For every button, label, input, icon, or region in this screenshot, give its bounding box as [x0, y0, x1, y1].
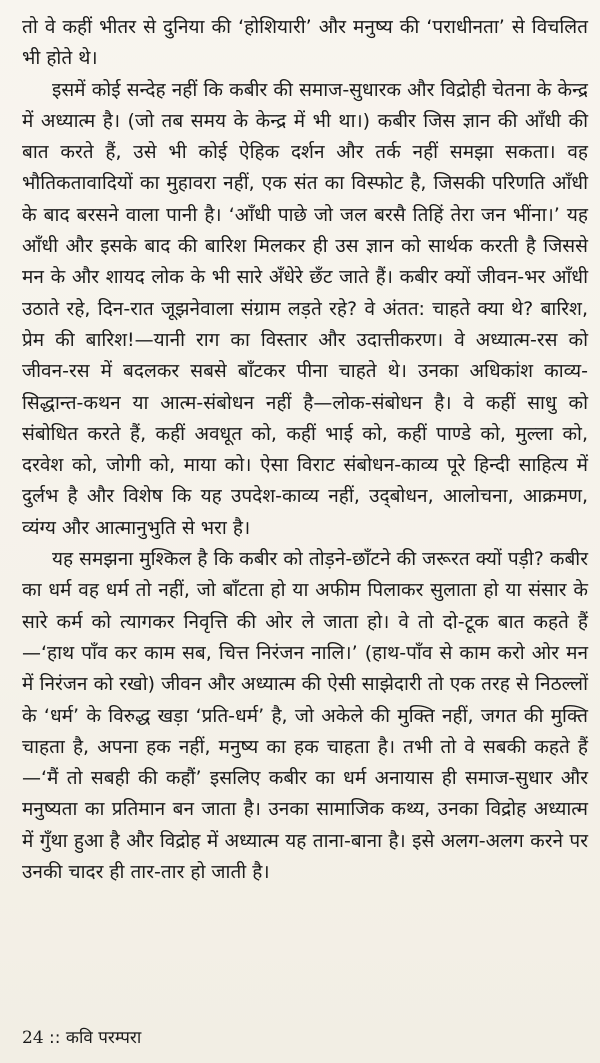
running-title: कवि परम्परा [65, 1028, 142, 1048]
page-footer [22, 1025, 141, 1048]
body-text [22, 12, 588, 888]
paragraph-continuation: तो वे कहीं भीतर से दुनिया की ‘होशियारी’ और मनुष्य की ‘पराधीनता’ से विचलित भी होते थे। [22, 16, 588, 70]
page-number: 24 [22, 1028, 44, 1048]
paragraph-spirituality: इसमें कोई सन्देह नहीं कि कबीर की समाज-सुधारक और विद्रोही चेतना के केन्द्र में अध्यात्म है। (जो तब समय के केन्द्र में भी था।) कबीर जिस ज्ञान की आँधी की बात करते हैं, उसे भी कोई ऐहिक दर्शन और तर्क नहीं समझा सकता। वह भौतिकतावादियों का मुहावरा नहीं, एक संत का विस्फोट है, जिसकी परिणति आँधी के बाद बरसने वाला पानी है। ‘आँधी पाछे जो जल बरसै तिहिं तेरा जन भींना।’ यह आँधी और इसके बाद की बारिश मिलकर ही उस ज्ञान को सार्थक करती है जिससे मन के और शायद लोक के भी सारे अँधेरे छँट जाते हैं। कबीर क्यों जीवन-भर आँधी उठाते रहे, दिन-रात जूझनेवाला संग्राम लड़ते रहे? वे अंतत: चाहते क्या थे? बारिश, प्रेम की बारिश!—यानी राग का विस्तार और उदात्तीकरण। वे अध्यात्म-रस को जीवन-रस में बदलकर सबसे बाँटकर पीना चाहते थे। उनका अधिकांश काव्य-सिद्धान्त-कथन या आत्म-संबोधन नहीं है—लोक-संबोधन है। वे कहीं साधु को संबोधित करते हैं, कहीं अवधूत को, कहीं भाई को, कहीं पाण्डे को, मुल्ला को, दरवेश को, जोगी को, माया को। ऐसा विराट संबोधन-काव्य पूरे हिन्दी साहित्य में दुर्लभ है और विशेष कि यह उपदेश-काव्य नहीं, उद्‌बोधन, आलोचना, आक्रमण, व्यंग्य और आत्मानुभुति से भरा है। [22, 78, 588, 539]
paragraph-dharma: यह समझना मुश्किल है कि कबीर को तोड़ने-छाँटने की जरूरत क्यों पड़ी? कबीर का धर्म वह धर्म तो नहीं, जो बाँटता हो या अफीम पिलाकर सुलाता हो या संसार के सारे कर्म को त्यागकर निवृत्ति की ओर ले जाता हो। वे तो दो-टूक बात कहते हैं—‘हाथ पाँव कर काम सब, चित्त निरंजन नालि।’ (हाथ-पाँव से काम करो ओर मन में निरंजन को रखो) जीवन और अध्यात्म की ऐसी साझेदारी तो एक तरह से निठल्लों के ‘धर्म’ के विरुद्ध खड़ा ‘प्रति-धर्म’ है, जो अकेले की मुक्ति नहीं, जगत की मुक्ति चाहता है, अपना हक नहीं, मनुष्य का हक चाहता है। तभी तो वे सबकी कहते हैं—‘मैं तो सबही की कहौं’ इसलिए कबीर का धर्म अनायास ही समाज-सुधार और मनुष्यता का प्रतिमान बन जाता है। उनका सामाजिक कथ्य, उनका विद्रोह अध्यात्म में गुँथा हुआ है और विद्रोह में अध्यात्म यह ताना-बाना है। इसे अलग-अलग करने पर उनकी चादर ही तार-तार हो जाती है। [22, 548, 588, 884]
footer-separator: :: [49, 1028, 61, 1048]
